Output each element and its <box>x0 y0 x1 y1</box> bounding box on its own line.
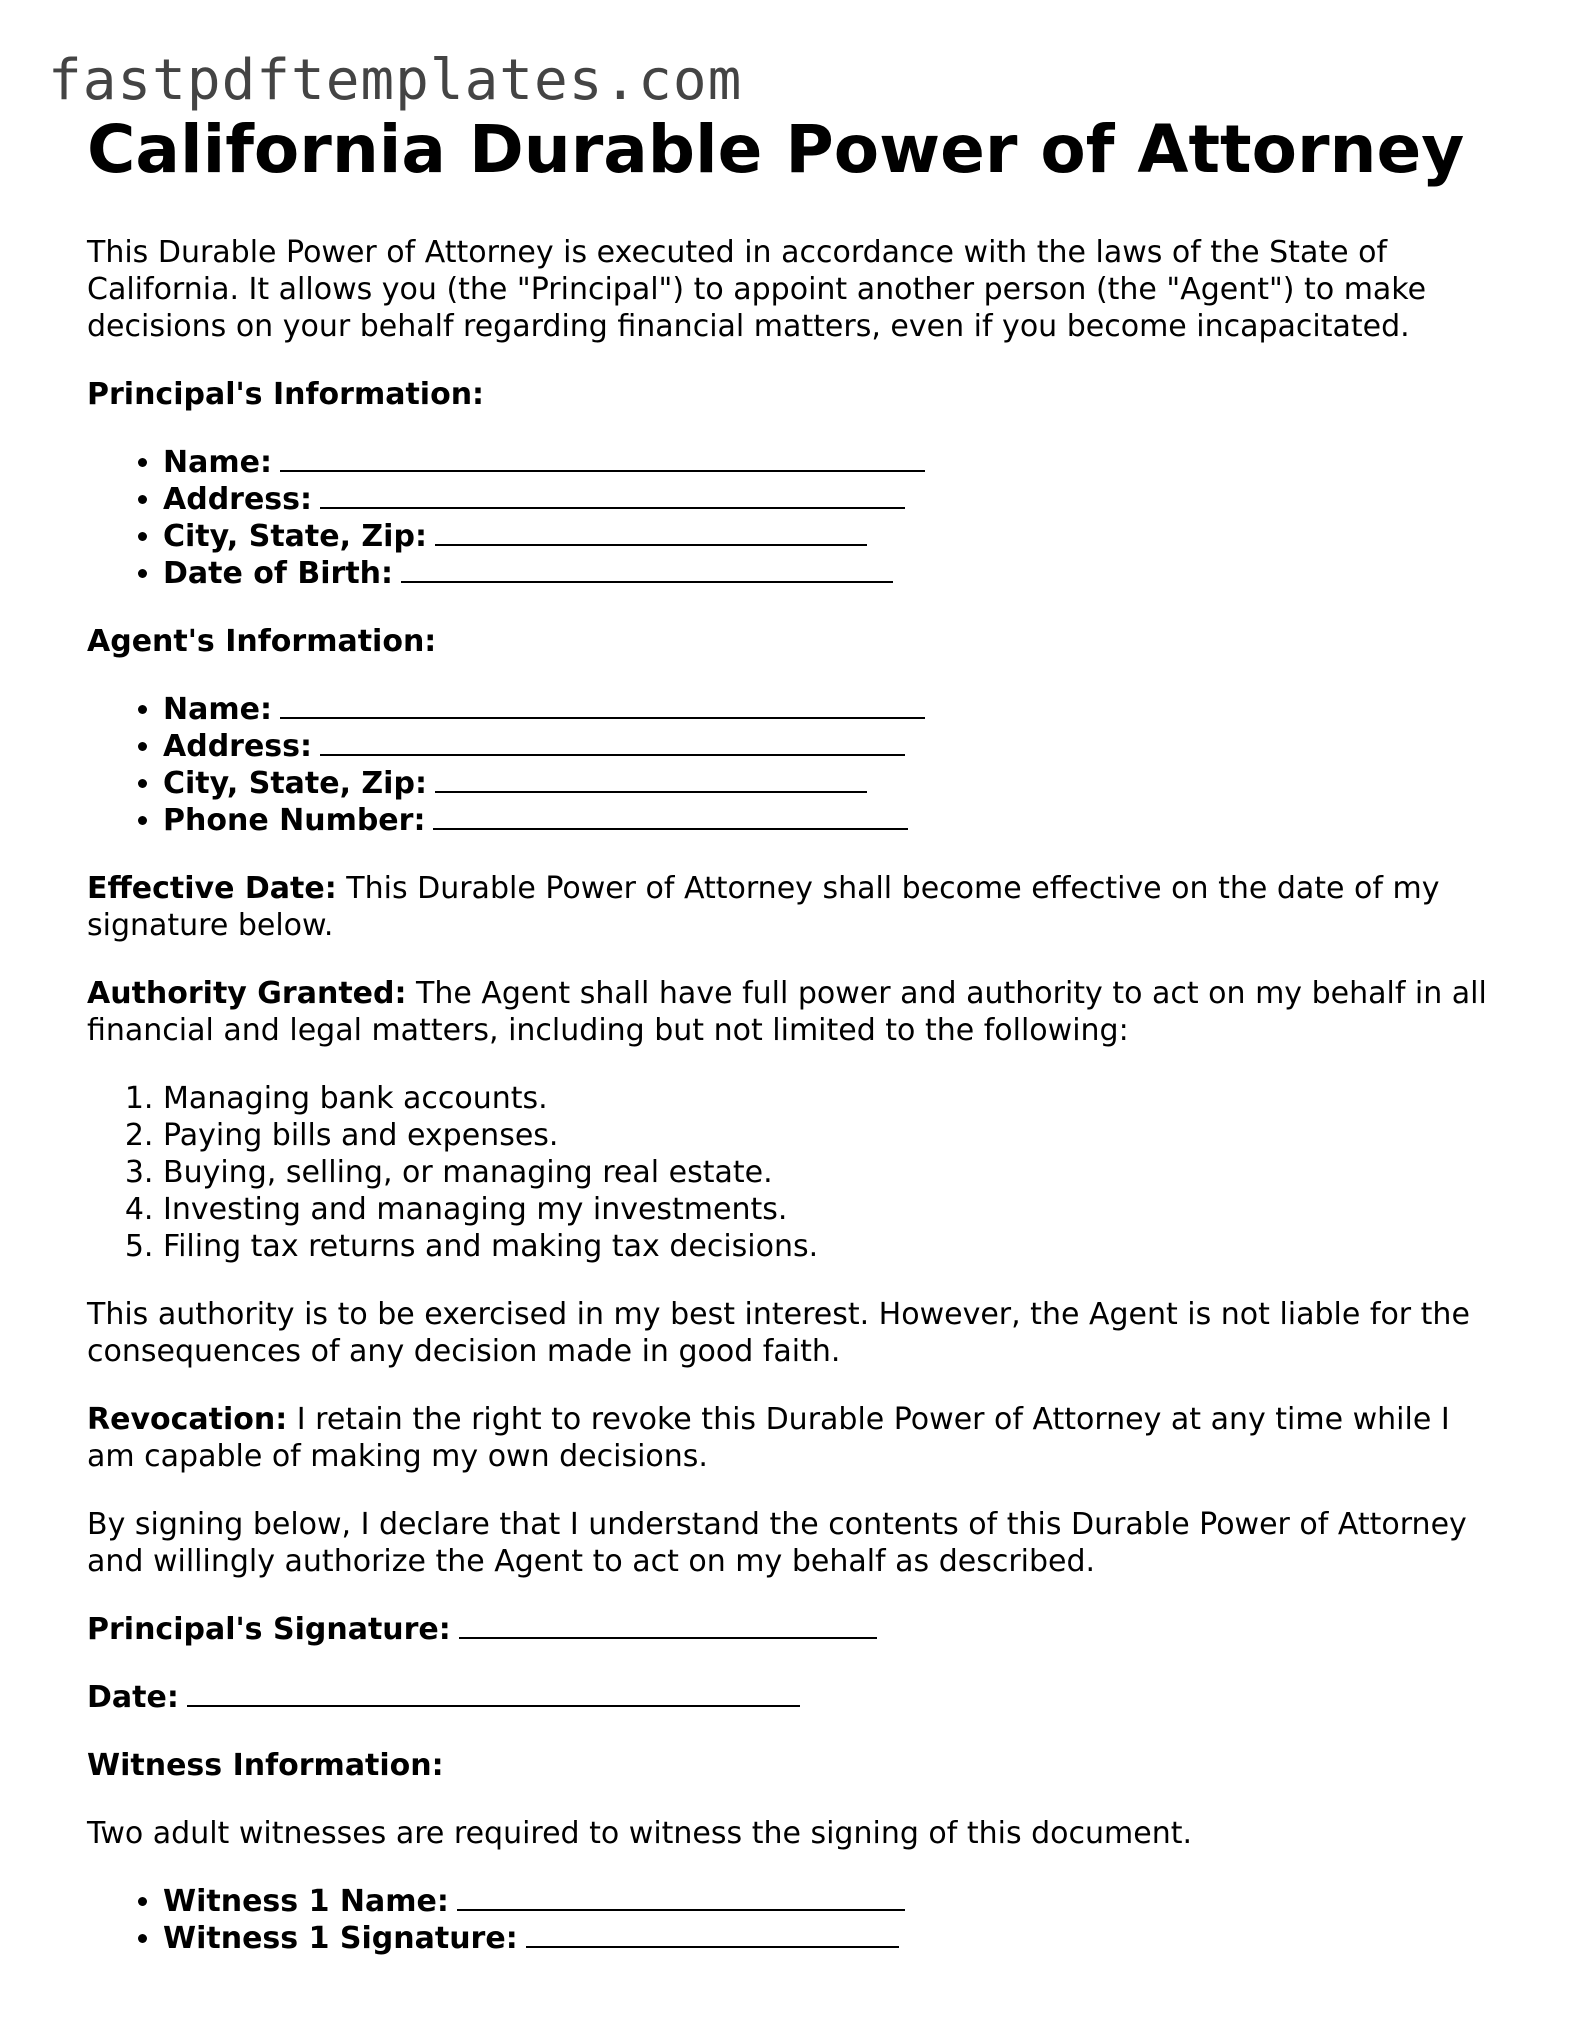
declaration-paragraph: By signing below, I declare that I understand the contents of this Durable Power of Attorney and willingly authorize the Agent to act on my behalf as described. <box>87 1507 1467 1579</box>
list-item: 4. Investing and managing my investments. <box>163 1191 1487 1228</box>
fill-line[interactable] <box>435 518 867 546</box>
fill-line[interactable] <box>280 444 925 472</box>
authority-label: Authority Granted: <box>87 976 407 1011</box>
fill-line[interactable] <box>320 481 905 509</box>
principal-address-field[interactable]: • Address: <box>163 481 1487 518</box>
witness-1-name-field[interactable]: • Witness 1 Name: <box>163 1883 1487 1920</box>
fill-line[interactable] <box>459 1611 877 1639</box>
agent-phone-field[interactable]: • Phone Number: <box>163 802 1487 839</box>
fill-line[interactable] <box>401 555 893 583</box>
page-title: California Durable Power of Attorney <box>87 111 1465 188</box>
date-field[interactable]: Date: <box>87 1679 1487 1716</box>
agent-name-field[interactable]: • Name: <box>163 691 1487 728</box>
principal-heading: Principal's Information: <box>87 377 485 412</box>
fill-line[interactable] <box>280 691 925 719</box>
agent-address-field[interactable]: • Address: <box>163 728 1487 765</box>
intro-paragraph: This Durable Power of Attorney is executed in accordance with the laws of the State of California. It allows you (the "Principal") to appoint another person (the "Agent") to make decisions on your behalf regarding financial matters, even if you become incapacitated. <box>87 235 1427 344</box>
list-item: 1. Managing bank accounts. <box>163 1080 1487 1117</box>
fill-line[interactable] <box>320 728 905 756</box>
fill-line[interactable] <box>526 1920 899 1948</box>
principal-city-state-zip-field[interactable]: • City, State, Zip: <box>163 518 1487 555</box>
agent-fields <box>87 691 1487 839</box>
authority-list <box>87 1080 1487 1265</box>
fill-line[interactable] <box>457 1883 905 1911</box>
list-item: 5. Filing tax returns and making tax decisions. <box>163 1228 1487 1265</box>
agent-heading: Agent's Information: <box>87 624 437 659</box>
interest-paragraph: This authority is to be exercised in my best interest. However, the Agent is not liable for the consequences of any decision made in good faith. <box>87 1297 1470 1369</box>
revocation-paragraph: Revocation: I retain the right to revoke this Durable Power of Attorney at any time while I am capable of making my own decisions. <box>87 1402 1450 1474</box>
revocation-label: Revocation: <box>87 1402 288 1437</box>
witness-paragraph: Two adult witnesses are required to witness the signing of this document. <box>87 1816 1193 1851</box>
watermark: fastpdftemplates.com <box>48 48 743 113</box>
principal-fields <box>87 444 1487 592</box>
agent-city-state-zip-field[interactable]: • City, State, Zip: <box>163 765 1487 802</box>
witness-heading: Witness Information: <box>87 1748 444 1783</box>
list-item: 2. Paying bills and expenses. <box>163 1117 1487 1154</box>
principal-signature-field[interactable]: Principal's Signature: <box>87 1611 1487 1648</box>
fill-line[interactable] <box>435 765 867 793</box>
principal-dob-field[interactable]: • Date of Birth: <box>163 555 1487 592</box>
fill-line[interactable] <box>433 802 908 830</box>
fill-line[interactable] <box>187 1679 800 1707</box>
principal-name-field[interactable]: • Name: <box>163 444 1487 481</box>
authority-paragraph: Authority Granted: The Agent shall have full power and authority to act on my behalf in all financial and legal matters, including but not limited to the following: <box>87 976 1487 1048</box>
witness-1-signature-field[interactable]: • Witness 1 Signature: <box>163 1920 1487 1957</box>
effective-date-label: Effective Date: <box>87 871 337 906</box>
list-item: 3. Buying, selling, or managing real estate. <box>163 1154 1487 1191</box>
effective-date-paragraph: Effective Date: This Durable Power of Attorney shall become effective on the date of my signature below. <box>87 871 1440 943</box>
witness-fields <box>87 1883 1487 1957</box>
document-body <box>87 108 1487 1988</box>
